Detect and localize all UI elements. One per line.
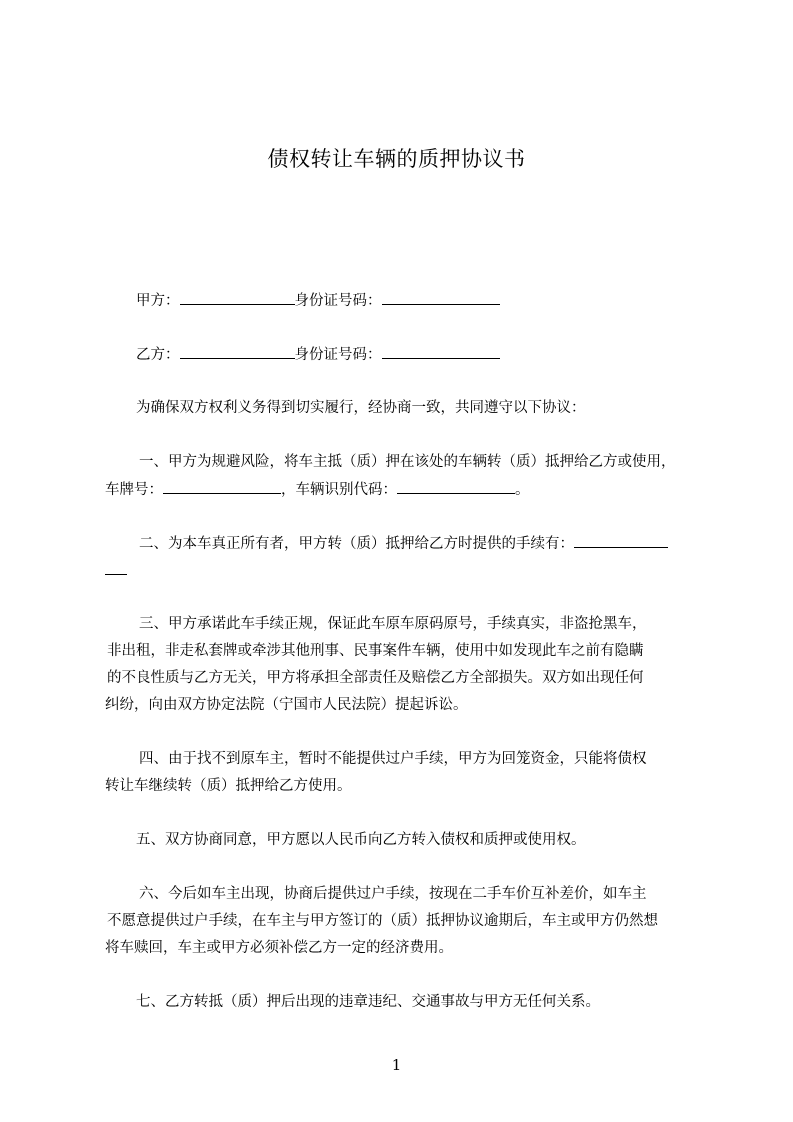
clause1-line1: 一、甲方为规避风险，将车主抵（质）押在该处的车辆转（质）抵押给乙方或使用， xyxy=(139,454,676,470)
vin-blank xyxy=(397,479,515,494)
intro-paragraph: 为确保双方权利义务得到切实履行，经协商一致，共同遵守以下协议： xyxy=(136,400,586,416)
clause4-line1: 四、由于找不到原车主，暂时不能提供过户手续，甲方为回笼资金，只能将债权 xyxy=(139,751,647,767)
party-b-name-blank xyxy=(180,344,295,359)
clause4-line2: 转让车继续转（质）抵押给乙方使用。 xyxy=(105,778,352,794)
clause6-line1: 六、今后如车主出现，协商后提供过户手续，按现在二手车价互补差价，如车主 xyxy=(139,886,647,902)
clause3-line2: 非出租，非走私套牌或牵涉其他刑事、民事案件车辆，使用中如发现此车之前有隐瞒 xyxy=(107,643,644,659)
party-b-label: 乙方： xyxy=(136,347,180,363)
clause2-line1 xyxy=(139,533,668,554)
clause5-line1: 五、双方协商同意，甲方愿以人民币向乙方转入债权和质押或使用权。 xyxy=(136,832,586,848)
clause2-text: 二、为本车真正所有者，甲方转（质）抵押给乙方时提供的手续有： xyxy=(139,536,574,552)
party-b-id-blank xyxy=(382,344,500,359)
clause2-line2 xyxy=(105,560,127,581)
plate-blank xyxy=(163,479,281,494)
vin-label: ，车辆识别代码： xyxy=(281,482,397,498)
clause7-line1: 七、乙方转抵（质）押后出现的违章违纪、交通事故与甲方无任何关系。 xyxy=(136,994,600,1010)
clause6-line2: 不愿意提供过户手续，在车主与甲方签订的（质）抵押协议逾期后，车主或甲方仍然想 xyxy=(107,913,658,929)
clause1-end: 。 xyxy=(515,482,530,498)
procedures-blank-continued xyxy=(105,560,127,575)
party-a-line xyxy=(136,290,500,311)
party-a-id-label: 身份证号码： xyxy=(294,293,382,309)
procedures-blank xyxy=(574,533,668,548)
clause3-line4: 纠纷，向由双方协定法院（宁国市人民法院）提起诉讼。 xyxy=(105,697,468,713)
party-a-name-blank xyxy=(180,290,295,305)
page-number: 1 xyxy=(391,1056,402,1074)
plate-label: 车牌号： xyxy=(105,482,163,498)
clause6-line3: 将车赎回，车主或甲方必须补偿乙方一定的经济费用。 xyxy=(105,940,453,956)
clause3-line1: 三、甲方承诺此车手续正规，保证此车原车原码原号，手续真实，非盗抢黑车， xyxy=(139,616,647,632)
clause1-line2 xyxy=(105,479,530,500)
party-b-line xyxy=(136,344,500,365)
party-b-id-label: 身份证号码： xyxy=(294,347,382,363)
party-a-label: 甲方： xyxy=(136,293,180,309)
party-a-id-blank xyxy=(382,290,500,305)
clause3-line3: 的不良性质与乙方无关，甲方将承担全部责任及赔偿乙方全部损失。双方如出现任何 xyxy=(107,670,644,686)
document-title: 债权转让车辆的质押协议书 xyxy=(267,147,526,171)
